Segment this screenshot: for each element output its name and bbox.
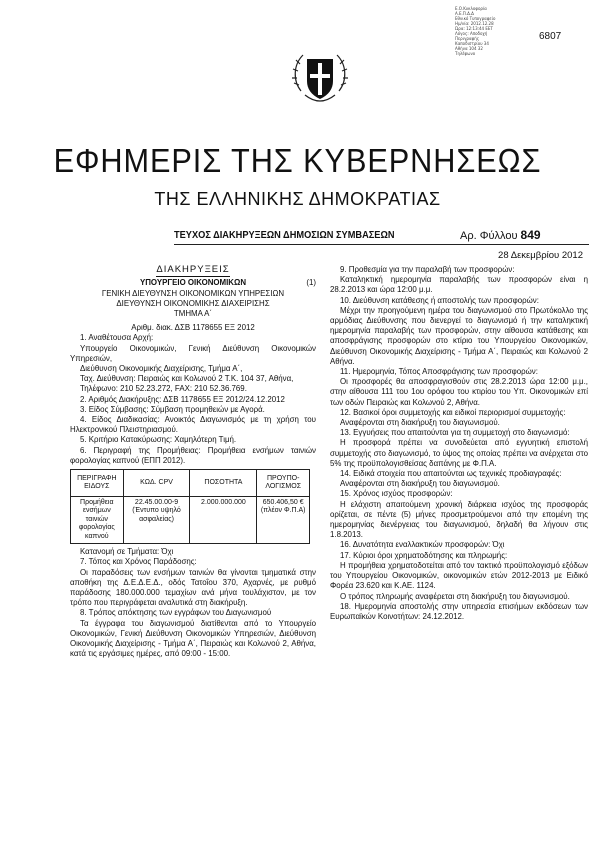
general-directorate: ΓΕΝΙΚΗ ΔΙΕΥΘΥΝΣΗ ΟΙΚΟΝΟΜΙΚΩΝ ΥΠΗΡΕΣΙΩΝ [101,288,285,298]
department: ΤΜΗΜΑ Α΄ [173,309,213,319]
stamp-line: Λόγος: Αποδοχή [455,31,488,36]
paragraph: Τηλέφωνο: 210 52.23.272, FAX: 210 52.36.769. [80,384,247,394]
left-column [70,265,316,659]
paragraph: Τα έγγραφα του διαγωνισμού διατίθενται από το Υπουργείο Οικονομικών, Γενική Διεύθυνση Οικονομικών Υπηρεσιών, Διεύθυνση Οικονομικής Διαχείρισης - Τμήμα Α΄, Πειραιώς και Κολωνού 2, Αθήνα, κατά τις εργάσιμες ημέρες, από 09:00 - 15:00. [70,618,316,659]
paragraph: 9. Προθεσμία για την παραλαβή των προσφορών: [340,265,515,274]
paragraph: Οι παραδόσεις των ενσήμων ταινιών θα γίνονται τμηματικά στην αποθήκη της Δ.Ε.Δ.Ε.Δ., οδός Τατοΐου 370, Αχαρνές, με ρυθμό παράδοσης 180.000.000 τεμαχίων ανά μήνα τουλάχιστον, με τον τρόπο που περιγράφεται αναλυτικά στη διακήρυξη. [70,567,316,608]
table-cell: 650.406,50 € (πλέον Φ.Π.Α) [257,497,310,544]
paragraph: 15. Χρόνος ισχύος προσφορών: [340,489,453,499]
right-column [330,265,588,622]
paragraph: Αναφέρονται στη διακήρυξη του διαγωνισμού. [340,418,500,428]
issue-date: 28 Δεκεμβρίου 2012 [498,250,583,261]
stamp-line: Α.Ε.Π.Δ.Δ [455,11,474,16]
notice-ref: (1) [306,278,316,288]
paragraph: 11. Ημερομηνία, Τόπος Αποσφράγισης των προσφορών: [340,367,538,377]
paragraph: 18. Ημερομηνία αποστολής στην υπηρεσία επισήμων εκδόσεων των Ευρωπαϊκών Κοινοτήτων: 24.12.2012. [330,601,588,621]
table-header: ΠΕΡΙΓΡΑΦΗ ΕΙΔΟΥΣ [71,470,124,497]
paragraph: Κατανομή σε Τμήματα: Όχι [80,547,174,557]
paragraph: 13. Εγγυήσεις που απαιτούνται για τη συμμετοχή στο διαγωνισμό: [340,428,570,438]
page-number: 6807 [539,31,562,42]
paragraph: Ο τρόπος πληρωμής αναφέρεται στη διακήρυξη του διαγωνισμού. [340,591,570,601]
stamp-line: Ημ/νία: 2012.12.28 [455,21,494,26]
paragraph: 3. Είδος Σύμβασης: Σύμβαση προμηθειών με Αγορά. [80,404,265,414]
table-header: ΚΩΔ. CPV [123,470,190,497]
declaration-number: Αριθμ. διακ. ΔΣΒ 1178655 ΕΞ 2012 [131,323,255,333]
sheet-number-value: 849 [520,228,541,242]
paragraph: Καταληκτική ημερομηνία παραλαβής των προσφορών είναι η 28.2.2013 και ώρα 12:00 μ.μ. [330,275,588,295]
paragraph: Μέχρι την προηγούμενη ημέρα του διαγωνισμού στο Πρωτόκολλο της αρμόδιας Διεύθυνσης που διενεργεί το διαγωνισμό ή την καταληκτική ημερομηνία παραλαβής των προσφορών, στην αίθουσα κατάθεσης και αποσφράγισης προσφορών στο κτίριο του Υπουργείου Οικονομικών, Διεύθυνση Οικονομικής Διαχείρισης - Τμήμα Α΄, Πειραιώς και Κολωνού 2 Αθήνα. [330,305,588,366]
paragraph: 10. Διεύθυνση κατάθεσης ή αποστολής των προσφορών: [340,295,539,305]
table-header-row [71,470,310,497]
paragraph: 4. Είδος Διαδικασίας: Ανοικτός Διαγωνισμός με τη χρήση του Ηλεκτρονικού Πλειστηριασμού. [70,415,316,435]
stamp-line: Καποδιστρίου 34 [455,41,489,46]
stamp-line: Εθνικό Τυπογραφείο [455,16,496,21]
stamp-line: Ε.Ο.Κυκλοφορία [455,6,487,11]
sheet-label: Αρ. Φύλλου [460,230,518,242]
issue-series: ΤΕΥΧΟΣ ΔΙΑΚΗΡΥΞΕΩΝ ΔΗΜΟΣΙΩΝ ΣΥΜΒΑΣΕΩΝ [174,229,395,241]
header-divider [174,244,589,245]
paragraph: 5. Κριτήριο Κατακύρωσης: Χαμηλότερη Τιμή. [80,435,237,445]
paragraph: Η προσφορά πρέπει να συνοδεύεται από εγγυητική επιστολή συμμετοχής στο διαγωνισμό, το ύψος της οποίας πρέπει να ανέρχεται στο 5% της προϋπολογισθείσας δαπάνης με Φ.Π.Α. [330,438,588,468]
paragraph: Διεύθυνση Οικονομικής Διαχείρισης, Τμήμα Α΄, [80,364,243,374]
sheet-number [460,228,541,242]
gazette-title: ΕΦΗΜΕΡΙΣ ΤΗΣ ΚΥΒΕΡΝΗΣΕΩΣ [53,142,542,179]
paragraph: 1. Αναθέτουσα Αρχή: [80,333,154,343]
table-header: ΠΟΣΟΤΗΤΑ [190,470,257,497]
ministry-heading: ΥΠΟΥΡΓΕΙΟ ΟΙΚΟΝΟΜΙΚΩΝ [139,278,247,288]
paragraph: Ταχ. Διεύθυνση: Πειραιώς και Κολωνού 2 Τ.Κ. 104 37, Αθήνα, [80,374,294,384]
digital-signature-stamp [455,6,535,56]
procurement-table [70,469,310,544]
gazette-subtitle: ΤΗΣ ΕΛΛΗΝΙΚΗΣ ΔΗΜΟΚΡΑΤΙΑΣ [154,189,441,209]
paragraph: Η προμήθεια χρηματοδοτείται από τον τακτικό προϋπολογισμό εξόδων του Υπουργείου Οικονομικών, οικονομικών ετών 2012-2013 με Ειδικό Φορέα 23.620 και Κ.ΑΕ. 1124. [330,560,588,591]
paragraph: 8. Τρόπος απόκτησης των εγγράφων του Διαγωνισμού [80,608,272,618]
paragraph: 14. Ειδικά στοιχεία που απαιτούνται ως τεχνικές προδιαγραφές: [340,469,562,479]
paragraph: 6. Περιγραφή της Προμήθειας: Προμήθεια ενσήμων ταινιών φορολογίας καπνού (ΕΠΠ 2012). [70,445,316,465]
paragraph: 17. Κύριοι όροι χρηματοδότησης και πληρωμής: [340,550,508,560]
coat-of-arms-icon [287,45,353,111]
table-cell: Προμήθεια ενσήμων ταινιών φορολογίας καπνού [71,497,124,544]
table-cell: 22.45.00.00-9 (Έντυπο υψηλό ασφαλείας) [123,497,190,544]
stamp-line: Ώρα: 12:13:44 EET [455,26,493,31]
table-row [71,497,310,544]
paragraph: 12. Βασικοί όροι συμμετοχής και ειδικοί περιορισμοί συμμετοχής: [340,407,566,417]
table-cell: 2.000.000.000 [190,497,257,544]
directorate: ΔΙΕΥΘΥΝΣΗ ΟΙΚΟΝΟΜΙΚΗΣ ΔΙΑΧΕΙΡΙΣΗΣ [116,298,270,308]
paragraph: 2. Αριθμός Διακήρυξης: ΔΣΒ 1178655 ΕΞ 2012/24.12.2012 [80,394,285,404]
paragraph: 16. Δυνατότητα εναλλακτικών προσφορών: Όχι [340,540,505,550]
paragraph: Υπουργείο Οικονομικών, Γενική Διεύθυνση Οικονομικών Υπηρεσιών, [70,343,316,363]
paragraph: Η ελάχιστη απαιτούμενη χρονική διάρκεια ισχύος της προσφοράς ορίζεται, σε πέντε (5) μήνες προσμετρούμενοι από την επομένη της ημερομηνίας διενέργειας του διαγωνισμού, δηλαδή θα λήγουν στις 1.8.2013. [330,499,588,540]
section-heading: ΔΙΑΚΗΡΥΞΕΙΣ [156,264,230,275]
paragraph: 7. Τόπος και Χρόνος Παράδοσης: [80,557,197,567]
stamp-line: Τηλέφωνο [455,51,476,56]
stamp-line: Περιγραφής [455,36,480,41]
paragraph: Αναφέρονται στη διακήρυξη του διαγωνισμού. [340,479,500,489]
stamp-line: Αθήνα 104 32 [455,46,483,51]
table-header: ΠΡΟΥΠΟ-ΛΟΓΙΣΜΟΣ [257,470,310,497]
paragraph: Οι προσφορές θα αποσφραγισθούν στις 28.2.2013 ώρα 12:00 μ.μ., στην αίθουσα 111 του 1ου ορόφου του κτιρίου του Υπ. Οικονομικών επί των οδών Πειραιώς και Κολωνού 2, Αθήνα. [330,377,588,407]
